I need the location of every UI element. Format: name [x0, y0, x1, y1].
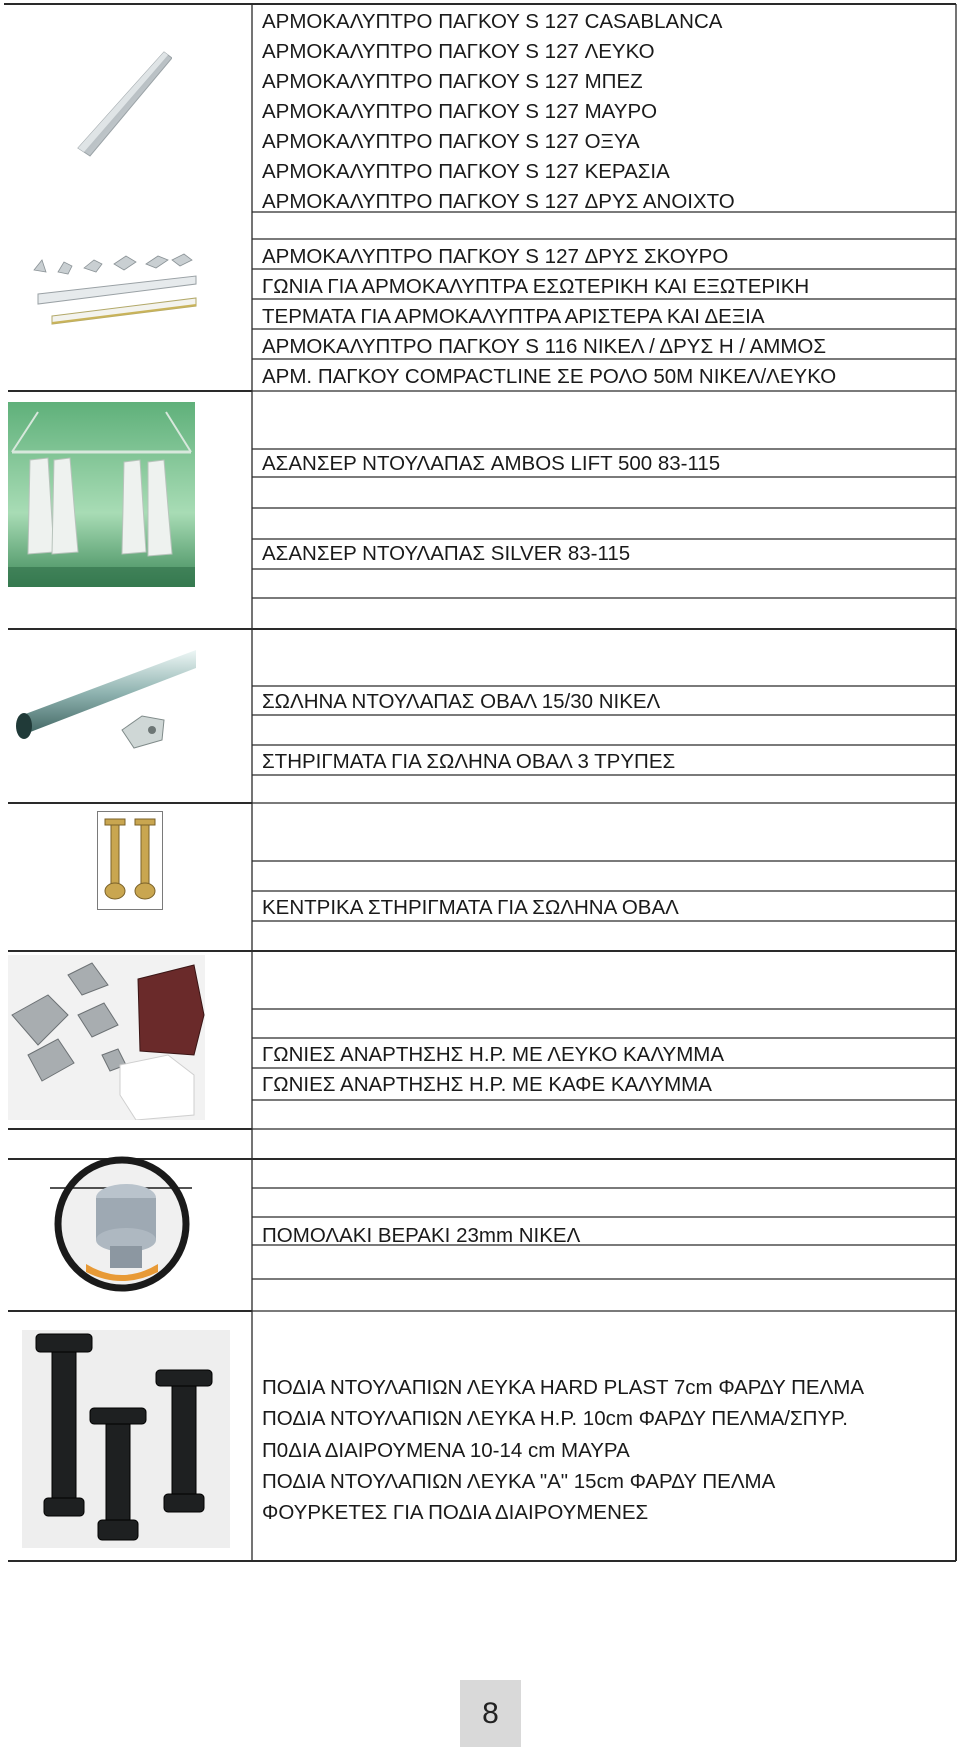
oval-tube-image: [14, 644, 196, 759]
list-item: ΠΟΔΙΑ ΝΤΟΥΛΑΠΙΩΝ ΛΕΥΚΑ HARD PLAST 7cm ΦΑΡΔΥ ΠΕΛΜΑ: [262, 1376, 865, 1399]
list-item: ΑΡΜΟΚΑΛΥΠΤΡΟ ΠΑΓΚΟΥ S 127 ΚΕΡΑΣΙΑ: [262, 160, 670, 183]
list-item: ΑΡΜΟΚΑΛΥΠΤΡΟ ΠΑΓΚΟΥ S 127 ΟΞΥΑ: [262, 130, 640, 153]
list-item: ΑΣΑΝΣΕΡ ΝΤΟΥΛΑΠΑΣ SILVER 83-115: [262, 542, 631, 565]
list-item: ΠΟΜΟΛΑΚΙ ΒΕΡΑΚΙ 23mm ΝΙΚΕΛ: [262, 1224, 581, 1247]
hanging-brackets-image: [8, 955, 205, 1120]
central-supports-image: [97, 811, 163, 910]
list-item: ΑΡΜΟΚΑΛΥΠΤΡΟ ΠΑΓΚΟΥ S 127 CASABLANCA: [262, 10, 723, 33]
list-item: ΦΟΥΡΚΕΤΕΣ ΓΙΑ ΠΟΔΙΑ ΔΙΑΙΡΟΥΜΕΝΕΣ: [262, 1501, 649, 1524]
list-item: ΚΕΝΤΡΙΚΑ ΣΤΗΡΙΓΜΑΤΑ ΓΙΑ ΣΩΛΗΝΑ ΟΒΑΛ: [262, 896, 679, 919]
knob-image: [50, 1154, 192, 1292]
counter-cover-accessories-image: [28, 250, 198, 335]
list-item: ΑΡΜΟΚΑΛΥΠΤΡΟ ΠΑΓΚΟΥ S 127 ΔΡΥΣ ΑΝΟΙΧΤΟ: [262, 190, 735, 213]
wardrobe-lift-image: [8, 402, 195, 587]
list-item: ΓΩΝΙΕΣ ΑΝΑΡΤΗΣΗΣ Η.Ρ. ΜΕ ΛΕΥΚΟ ΚΑΛΥΜΜΑ: [262, 1043, 725, 1066]
list-item: ΠΟΔΙΑ ΝΤΟΥΛΑΠΙΩΝ ΛΕΥΚΑ "Α" 15cm ΦΑΡΔΥ ΠΕΛΜΑ: [262, 1470, 776, 1493]
list-item: Π0ΔΙΑ ΔΙΑΙΡΟΥΜΕΝΑ 10-14 cm ΜΑΥΡΑ: [262, 1439, 630, 1462]
cabinet-legs-image: [22, 1330, 230, 1548]
list-item: ΑΡΜΟΚΑΛΥΠΤΡΟ ΠΑΓΚΟΥ S 127 ΜΑΥΡΟ: [262, 100, 658, 123]
list-item: ΣΤΗΡΙΓΜΑΤΑ ΓΙΑ ΣΩΛΗΝΑ ΟΒΑΛ 3 ΤΡΥΠΕΣ: [262, 750, 676, 773]
list-item: ΑΡΜΟΚΑΛΥΠΤΡΟ ΠΑΓΚΟΥ S 127 ΜΠΕΖ: [262, 70, 643, 93]
list-item: ΑΡΜΟΚΑΛΥΠΤΡΟ ΠΑΓΚΟΥ S 127 ΔΡΥΣ ΣΚΟΥΡΟ: [262, 245, 729, 268]
list-item: ΑΣΑΝΣΕΡ ΝΤΟΥΛΑΠΑΣ AMBOS LIFT 500 83-115: [262, 452, 721, 475]
list-item: ΣΩΛΗΝΑ ΝΤΟΥΛΑΠΑΣ ΟΒΑΛ 15/30 ΝΙΚΕΛ: [262, 690, 661, 713]
page-number: 8: [460, 1680, 521, 1747]
list-item: ΓΩΝΙΑ ΓΙΑ ΑΡΜΟΚΑΛΥΠΤΡΑ ΕΣΩΤΕΡΙΚΗ ΚΑΙ ΕΞΩΤΕΡΙΚΗ: [262, 275, 810, 298]
list-item: ΑΡΜΟΚΑΛΥΠΤΡΟ ΠΑΓΚΟΥ S 127 ΛΕΥΚΟ: [262, 40, 655, 63]
list-item: ΤΕΡΜΑΤΑ ΓΙΑ ΑΡΜΟΚΑΛΥΠΤΡΑ ΑΡΙΣΤΕΡΑ ΚΑΙ ΔΕΞΙΑ: [262, 305, 765, 328]
list-item: ΓΩΝΙΕΣ ΑΝΑΡΤΗΣΗΣ Η.Ρ. ΜΕ ΚΑΦΕ ΚΑΛΥΜΜΑ: [262, 1073, 712, 1096]
list-item: ΠΟΔΙΑ ΝΤΟΥΛΑΠΙΩΝ ΛΕΥΚΑ Η.Ρ. 10cm ΦΑΡΔΥ ΠΕΛΜΑ/ΣΠΥΡ.: [262, 1407, 848, 1430]
list-item: ΑΡΜΟΚΑΛΥΠΤΡΟ ΠΑΓΚΟΥ S 116 ΝΙΚΕΛ / ΔΡΥΣ Η / ΑΜΜΟΣ: [262, 335, 827, 358]
list-item: ΑΡΜ. ΠΑΓΚΟΥ COMPACTLINE ΣΕ ΡΟΛΟ 50Μ ΝΙΚΕΛ/ΛΕΥΚΟ: [262, 365, 837, 388]
counter-cover-profile-image: [72, 48, 172, 160]
